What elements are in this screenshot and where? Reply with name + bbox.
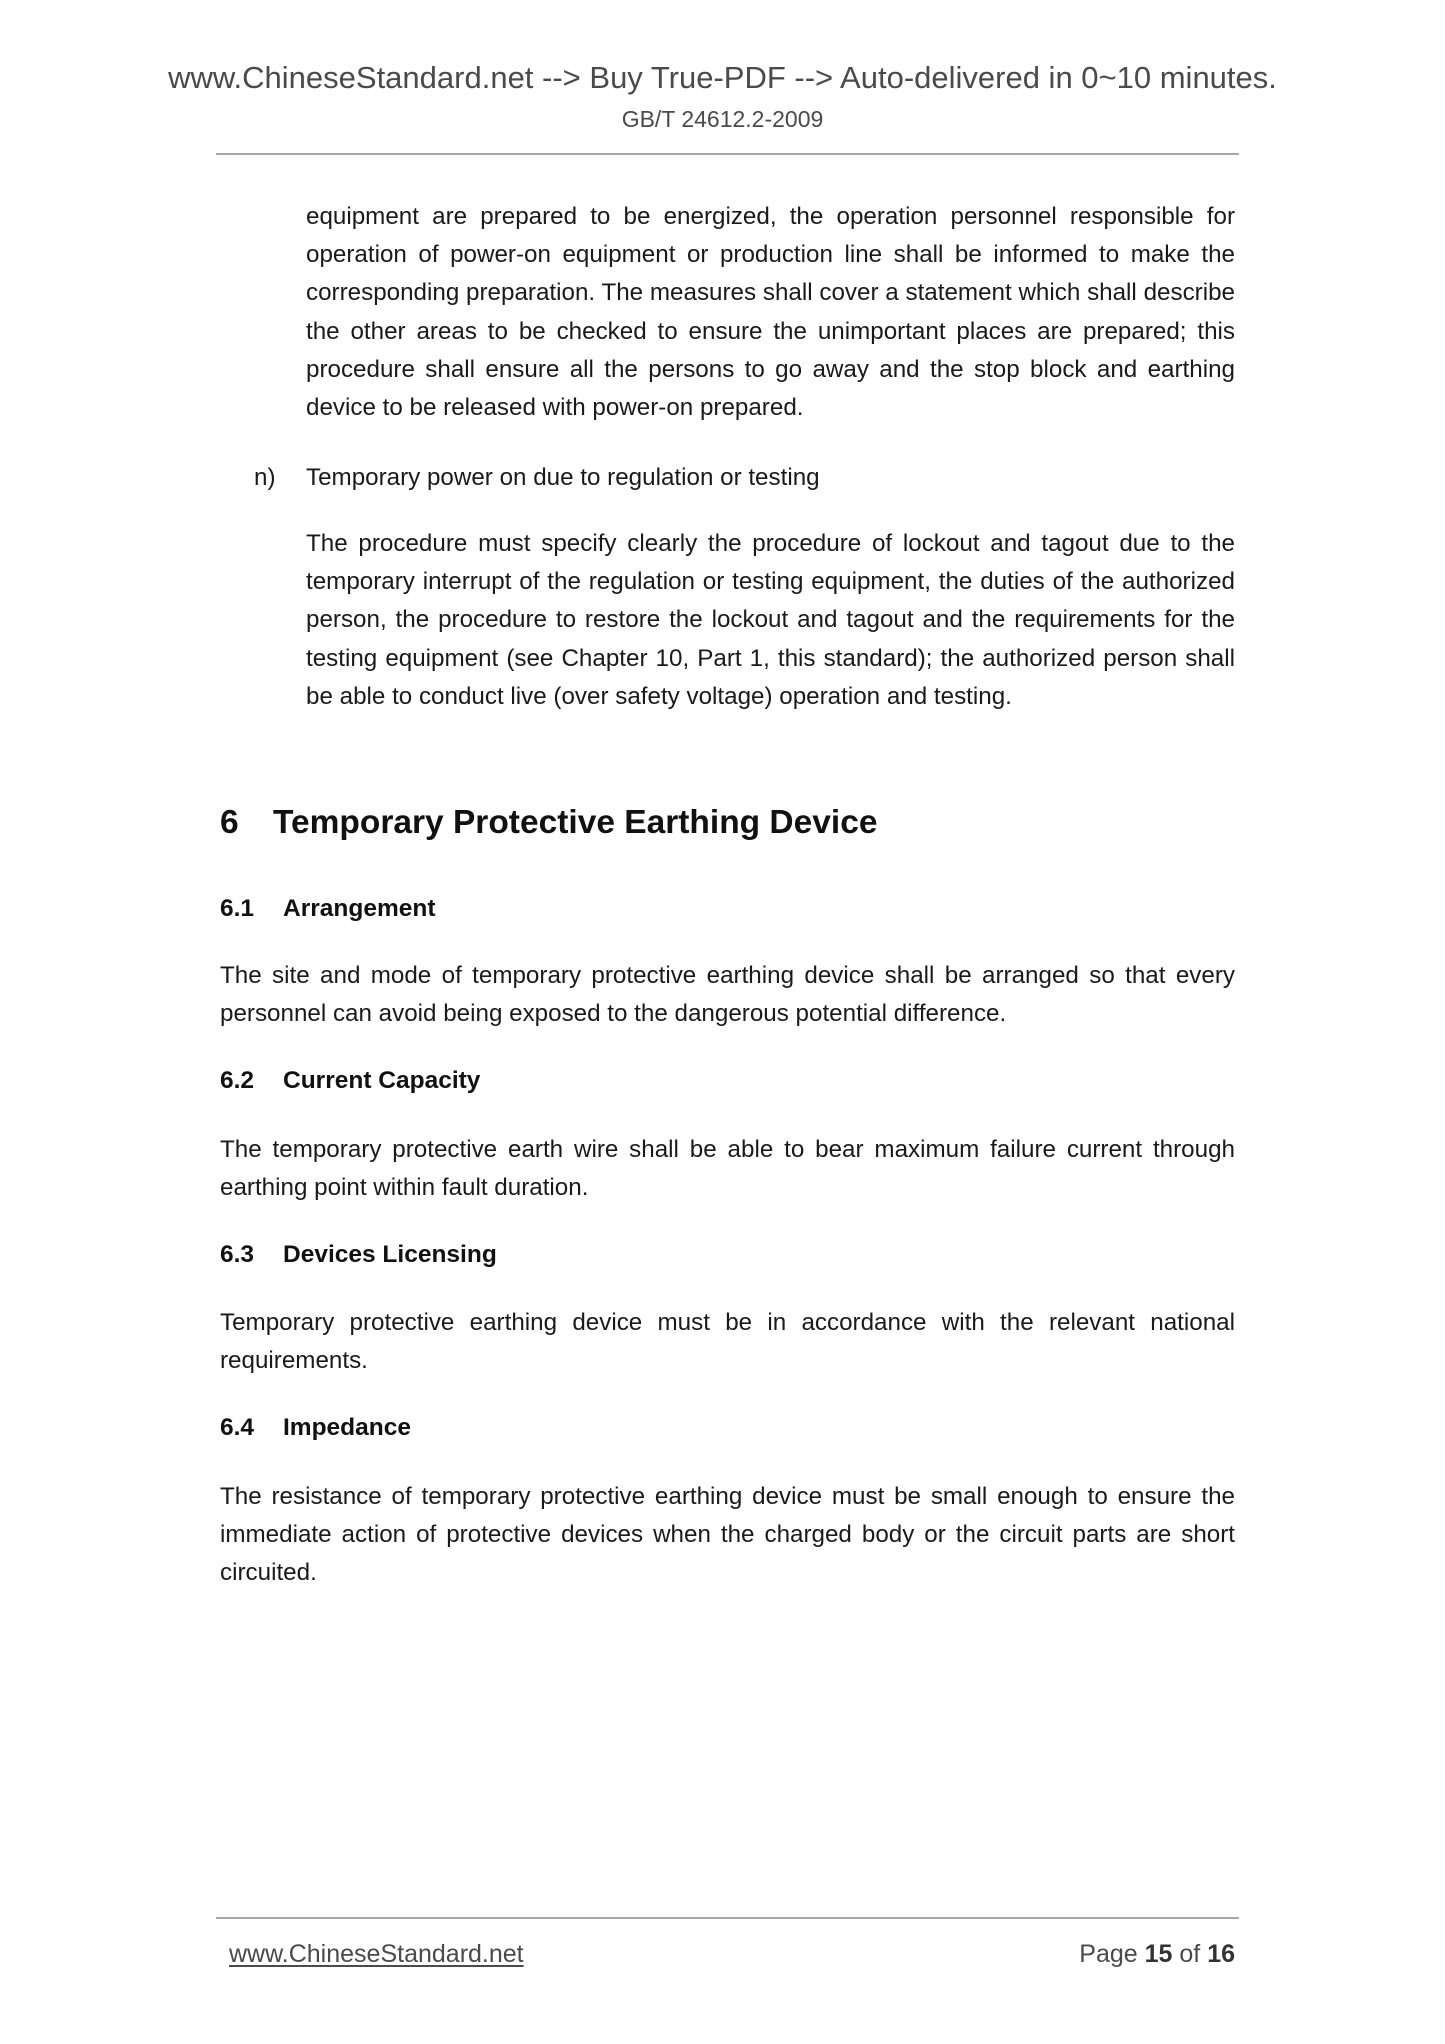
subsection-text-6-3: Temporary protective earthing device must be in accordance with the relevant national requirements. (220, 1309, 1235, 1375)
list-item-paragraph: The procedure must specify clearly the procedure of lockout and tagout due to the temporary interrupt of the regulation or testing equipment, the duties of the authorized person, the procedure to restore the lockout and tagout and the requirements for the testing equipment (see Chapter 10, Part 1, this standard); the authorized person shall be able to conduct live (over safety voltage) operation and testing. (306, 530, 1235, 710)
standard-code: GB/T 24612.2-2009 (621, 106, 824, 132)
page-of: of (1179, 1940, 1201, 1968)
subsection-number: 6.2 (220, 1067, 255, 1094)
continuation-paragraph: equipment are prepared to be energized, the operation personnel responsible for operation of power-on equipment or production line shall be informed to make the corresponding preparation. The measures shall cover a statement which shall describe the other areas to be checked to ensure the unimportant places are prepared; this procedure shall ensure all the persons to go away and the stop block and earthing device to be released with power-on prepared. (306, 203, 1235, 422)
page-current: 15 (1144, 1940, 1173, 1968)
page-total: 16 (1207, 1940, 1235, 1968)
footer-website-link[interactable]: www.ChineseStandard.net (229, 1940, 524, 1968)
subsection-heading-6-2 (220, 1064, 480, 1098)
subsection-title: Arrangement (283, 895, 436, 922)
subsection-title: Impedance (283, 1414, 411, 1441)
subsection-number: 6.4 (220, 1414, 255, 1441)
subsection-text-6-4: The resistance of temporary protective earthing device must be small enough to ensure the immediate action of protective devices when the charged body or the circuit parts are short circuited. (220, 1483, 1235, 1587)
footer-divider (216, 1917, 1239, 1919)
header-divider (216, 153, 1239, 155)
subsection-heading-6-3 (220, 1238, 497, 1272)
subsection-title: Devices Licensing (283, 1241, 497, 1268)
subsection-number: 6.1 (220, 895, 255, 922)
list-item-title: Temporary power on due to regulation or testing (306, 464, 820, 491)
subsection-heading-6-4 (220, 1411, 411, 1445)
subsection-number: 6.3 (220, 1241, 255, 1268)
page-indicator (1079, 1938, 1235, 1970)
section-heading (220, 801, 877, 845)
subsection-text-6-2: The temporary protective earth wire shall be able to bear maximum failure current through earthing point within fault duration. (220, 1136, 1235, 1202)
subsection-heading-6-1 (220, 892, 435, 926)
subsection-title: Current Capacity (283, 1067, 481, 1094)
list-marker-n: n) (254, 464, 276, 491)
section-title: Temporary Protective Earthing Device (273, 804, 878, 841)
page-prefix: Page (1079, 1940, 1138, 1968)
section-number: 6 (220, 804, 239, 841)
header-banner: www.ChineseStandard.net --> Buy True-PDF --> Auto-delivered in 0~10 minutes. (168, 60, 1277, 95)
subsection-text-6-1: The site and mode of temporary protective earthing device shall be arranged so that every personnel can avoid being exposed to the dangerous potential difference. (220, 962, 1235, 1028)
